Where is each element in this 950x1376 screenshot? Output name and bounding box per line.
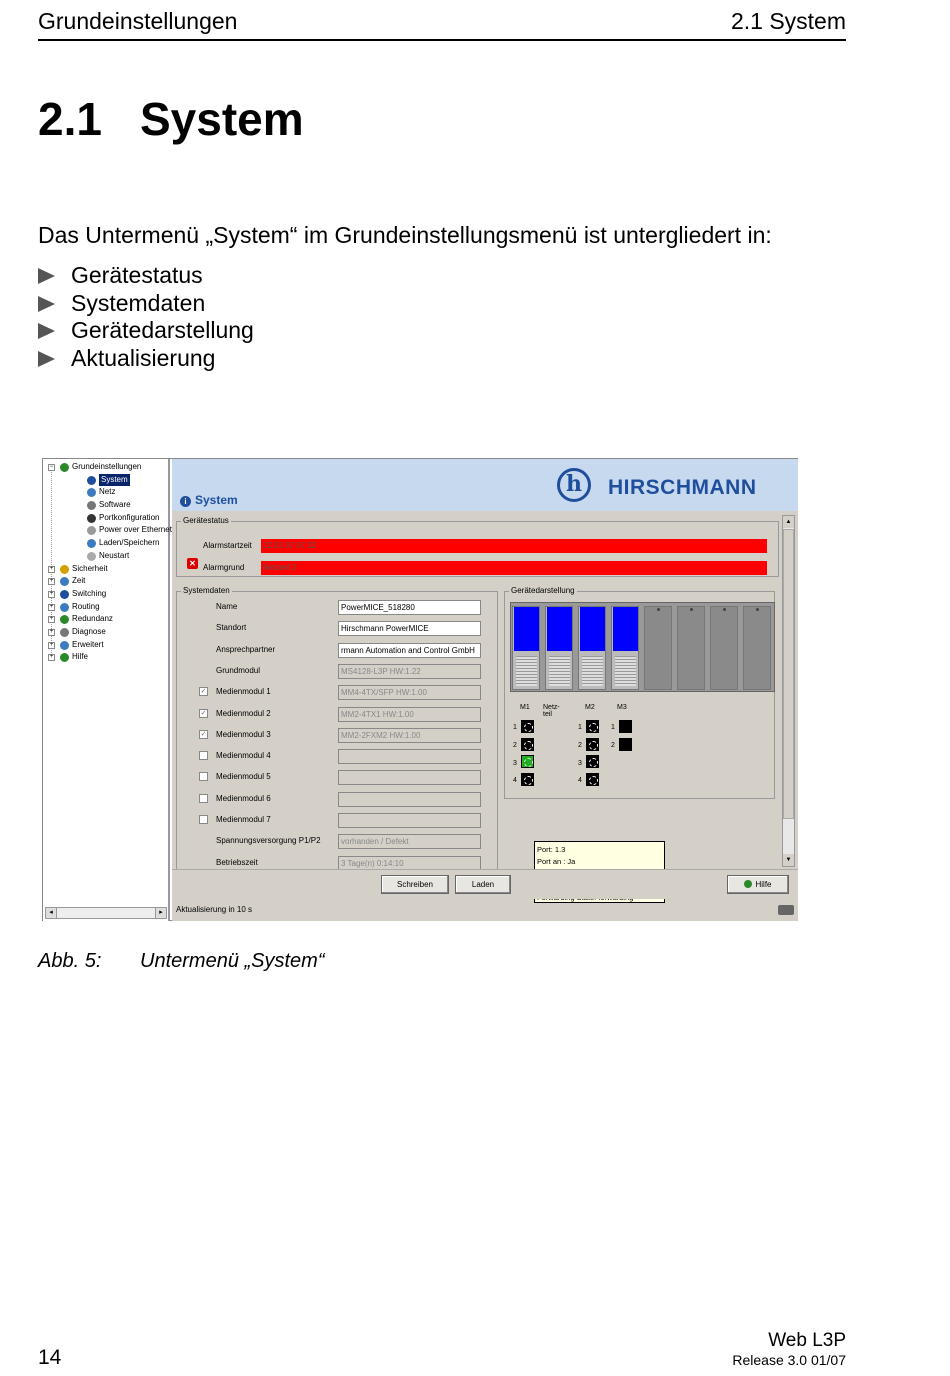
field-label: Ansprechpartner — [216, 644, 276, 654]
footer-release: Release 3.0 01/07 — [732, 1352, 846, 1368]
tree-node-icon — [87, 526, 96, 535]
system-data-legend: Systemdaten — [183, 586, 230, 595]
bullet-item: Gerätedarstellung — [38, 317, 254, 345]
empty-slot[interactable] — [743, 606, 771, 690]
tree-node-icon — [60, 603, 69, 612]
expand-icon[interactable]: + — [49, 616, 54, 623]
module-slot[interactable] — [578, 606, 606, 690]
port-tooltip: Port: 1.3 Port an : Ja — [534, 841, 665, 903]
running-header-right: 2.1 System — [730, 8, 846, 34]
expand-icon[interactable]: + — [49, 590, 54, 597]
port-m1-2[interactable] — [521, 738, 534, 751]
expand-icon[interactable]: + — [49, 578, 54, 585]
hirschmann-logo-icon: h — [557, 468, 591, 502]
field-input — [338, 749, 481, 764]
tree-node-icon — [87, 488, 96, 497]
device-status-group — [176, 516, 779, 577]
port-m3-2[interactable] — [619, 738, 632, 751]
banner — [172, 459, 798, 511]
horizontal-scrollbar[interactable] — [45, 907, 167, 919]
brand-name: HIRSCHMANN — [608, 476, 757, 499]
footer-product: Web L3P — [768, 1330, 846, 1351]
system-data-row — [177, 834, 497, 848]
system-data-row — [177, 685, 497, 699]
module-checkbox[interactable] — [199, 794, 208, 803]
port-m1-3[interactable] — [521, 755, 534, 768]
field-input: MM4-4TX/SFP HW:1.00 — [338, 685, 481, 700]
field-label: Name — [216, 602, 238, 611]
empty-slot[interactable] — [677, 606, 705, 690]
scroll-up-icon[interactable]: ▲ — [783, 516, 794, 528]
empty-slot[interactable] — [710, 606, 738, 690]
system-data-row — [177, 621, 497, 635]
field-label: Grundmodul — [216, 665, 261, 675]
system-data-row — [177, 813, 497, 827]
field-label: Standort — [216, 623, 247, 633]
device-rack — [510, 602, 775, 692]
vertical-scrollbar[interactable] — [782, 515, 795, 867]
module-slot[interactable] — [611, 606, 639, 690]
tree-node-icon — [60, 565, 69, 574]
alarm-time-value: 22.02.07 07:22 — [261, 539, 767, 553]
tree-node-icon — [60, 590, 69, 599]
module-checkbox[interactable]: ✓ — [200, 709, 207, 717]
field-input: vorhanden / Defekt — [338, 834, 481, 849]
app-panel — [172, 459, 798, 921]
system-data-row — [177, 664, 497, 678]
write-button[interactable]: Schreiben — [381, 875, 449, 894]
module-checkbox[interactable]: ✓ — [200, 688, 207, 696]
chapter-title: System — [140, 93, 304, 145]
module-checkbox[interactable]: ✓ — [200, 730, 207, 738]
navigation-tree: − Grundeinstellungen System Netz Software Portkonfiguration Power over Ethernet Laden/Speichern Neustart + Sicherheit + Zeit + Switching + Routing + Redundanz + Diagnose + Erweitert + Hilfe ◂ ▸ — [43, 459, 170, 921]
bullet-item: Aktualisierung — [38, 345, 254, 373]
field-label: Spannungsversorgung P1/P2 — [216, 836, 321, 846]
expand-icon[interactable]: + — [49, 628, 54, 635]
triangle-bullet-icon — [38, 268, 55, 284]
module-checkbox[interactable] — [199, 815, 208, 824]
port-m2-4[interactable] — [586, 773, 599, 786]
bullet-item: Gerätestatus — [38, 262, 254, 290]
scroll-right-icon[interactable]: ▸ — [155, 908, 166, 918]
tree-node-icon — [60, 628, 69, 637]
alarm-icon: ✕ — [187, 558, 198, 569]
figure-number: Abb. 5: — [38, 950, 102, 972]
tree-node-icon — [87, 501, 96, 510]
intro-paragraph: Das Untermenü „System“ im Grundeinstellungsmenü ist untergliedert in: — [38, 222, 772, 248]
expand-icon[interactable]: + — [49, 654, 54, 661]
field-label: Medienmodul 2 — [216, 708, 271, 718]
scroll-down-icon[interactable]: ▼ — [783, 854, 794, 866]
column-m2: M2 — [585, 704, 595, 711]
info-icon: i — [180, 496, 191, 507]
port-m2-3[interactable] — [586, 755, 599, 768]
column-m1: M1 — [520, 704, 530, 711]
field-label: Betriebszeit — [216, 857, 258, 867]
system-data-row — [177, 749, 497, 763]
field-input: MS4128-L3P HW:1.22 — [338, 664, 481, 679]
screenshot-figure — [42, 458, 798, 921]
expand-icon[interactable]: + — [49, 565, 54, 572]
connection-icon — [778, 905, 794, 915]
field-input: 3 Tage(n) 0:14:10 — [338, 856, 481, 871]
figure-title: Untermenü „System“ — [140, 950, 325, 972]
empty-slot[interactable] — [644, 606, 672, 690]
system-data-row — [177, 643, 497, 657]
running-header-left: Grundeinstellungen — [38, 8, 238, 34]
tree-node-icon — [87, 539, 96, 548]
scroll-left-icon[interactable]: ◂ — [46, 908, 57, 918]
bullet-item: Systemdaten — [38, 290, 254, 318]
port-m2-2[interactable] — [586, 738, 599, 751]
device-view-legend: Gerätedarstellung — [511, 586, 575, 595]
port-m1-4[interactable] — [521, 773, 534, 786]
module-slot[interactable] — [512, 606, 540, 690]
alarm-reason-value: Netzteil 2 — [261, 561, 767, 575]
tree-node-icon — [60, 653, 69, 662]
triangle-bullet-icon — [38, 351, 55, 367]
help-button[interactable]: Hilfe — [727, 875, 789, 894]
status-bar-text: Aktualisierung in 10 s — [176, 905, 253, 914]
field-label: Medienmodul 3 — [216, 729, 271, 739]
figure-caption — [38, 950, 325, 973]
content-area — [176, 515, 781, 868]
triangle-bullet-icon — [38, 296, 55, 312]
alarm-reason-label: Alarmgrund — [203, 563, 245, 572]
field-input: MM2-4TX1 HW:1.00 — [338, 707, 481, 722]
page-title: i System — [180, 493, 238, 507]
port-m3-1[interactable] — [619, 720, 632, 733]
page-number: 14 — [38, 1346, 62, 1369]
scroll-thumb[interactable] — [783, 529, 794, 819]
chapter-heading — [38, 92, 304, 146]
system-data-row — [177, 707, 497, 721]
system-data-row — [177, 728, 497, 742]
module-slot[interactable] — [545, 606, 573, 690]
field-input: MM2-2FXM2 HW:1.00 — [338, 728, 481, 743]
device-status-legend: Gerätestatus — [183, 516, 229, 525]
module-checkbox[interactable] — [199, 751, 208, 760]
field-input[interactable]: rmann Automation and Control GmbH — [338, 643, 481, 658]
field-label: Medienmodul 4 — [216, 751, 271, 761]
column-psu: Netz- teil — [543, 704, 560, 718]
load-button[interactable]: Laden — [455, 875, 511, 894]
tree-node-icon — [87, 476, 96, 485]
tree-node-icon — [60, 641, 69, 650]
port-m2-1[interactable] — [586, 720, 599, 733]
system-data-row — [177, 770, 497, 784]
triangle-bullet-icon — [38, 323, 55, 339]
field-label: Medienmodul 1 — [216, 687, 271, 697]
field-input[interactable]: Hirschmann PowerMICE — [338, 621, 481, 636]
header-divider — [38, 39, 846, 41]
field-label: Medienmodul 6 — [216, 793, 271, 803]
field-label: Medienmodul 5 — [216, 772, 271, 782]
field-input — [338, 813, 481, 828]
tree-node-icon — [87, 552, 96, 561]
chapter-number: 2.1 — [38, 93, 102, 145]
expand-icon[interactable]: + — [49, 641, 54, 648]
tree-node-icon — [60, 577, 69, 586]
help-icon — [744, 880, 752, 888]
field-input — [338, 792, 481, 807]
tree-node-icon — [87, 514, 96, 523]
field-input[interactable]: PowerMICE_518280 — [338, 600, 481, 615]
tree-node-icon — [60, 615, 69, 624]
expand-icon[interactable]: + — [49, 603, 54, 610]
column-m3: M3 — [617, 704, 627, 711]
system-data-row — [177, 600, 497, 614]
field-label: Medienmodul 7 — [216, 815, 271, 824]
bullet-list — [38, 262, 254, 372]
port-m1-1[interactable] — [521, 720, 534, 733]
collapse-icon[interactable]: − — [49, 464, 54, 470]
tree-node-icon — [60, 463, 69, 472]
device-view-group: Gerätedarstellung M1 Netz- teil M2 M3 1 2 3 4 1 2 3 4 1 2 — [504, 591, 775, 799]
button-bar — [172, 869, 798, 899]
system-data-row — [177, 792, 497, 806]
system-data-row — [177, 856, 497, 870]
field-input — [338, 770, 481, 785]
system-data-group — [176, 586, 498, 871]
alarm-time-label: Alarmstartzeit — [203, 541, 252, 550]
module-checkbox[interactable] — [199, 772, 208, 781]
